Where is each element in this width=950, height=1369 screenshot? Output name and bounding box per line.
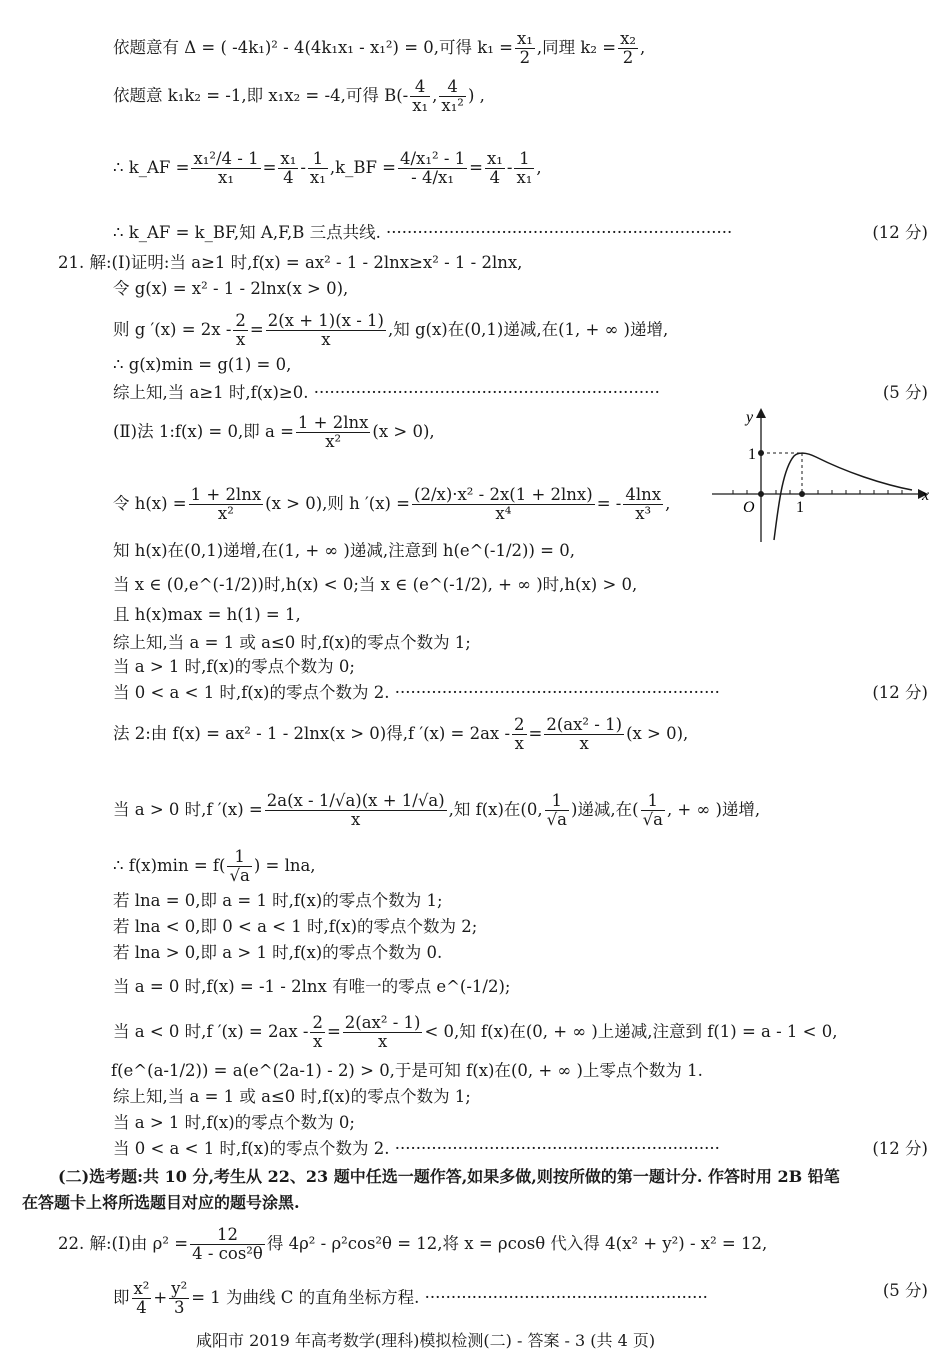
q21-line: 若 lna > 0,即 a > 1 时,f(x)的零点个数为 0. xyxy=(113,943,443,962)
q21-line: 综上知,当 a = 1 或 a≤0 时,f(x)的零点个数为 1; xyxy=(113,633,471,652)
page-footer: 咸阳市 2019 年高考数学(理科)模拟检测(二) - 答案 - 3 (共 4 页) xyxy=(196,1331,656,1350)
fraction: $\frac{2}{x}$ xyxy=(235,311,246,349)
origin-point xyxy=(758,491,764,497)
function-graph xyxy=(706,400,938,544)
q21-line: 当 0 < a < 1 时,f(x)的零点个数为 2. ······························································ xyxy=(113,1139,720,1158)
y-label: y xyxy=(746,409,754,426)
q22-line: 即 $\frac{\text{x²}}{4}$ + $\frac{\text{y²}}{3}$ = 1 为曲线 C 的直角坐标方程. ······················································ xyxy=(113,1279,708,1317)
line-slopes: ∴ k_AF = $\frac{\text{x₁²/4 - 1}}{\text{x₁}}$ = $\frac{\text{x₁}}{4}$ - $\frac{1}{\text{x₁}}$ ,k_BF = $\frac{\text{4/x₁² - 1}}{\text{- 4/x₁}}$ = $\frac{\text{x₁}}{4}$ - $\frac{1}{\text{x₁}}$ , xyxy=(113,149,542,187)
score: (12 分) xyxy=(872,1139,928,1158)
line-collinear: ∴ k_AF = k_BF,知 A,F,B 三点共线. ·································································· xyxy=(113,223,733,242)
q21-line: 当 x ∈ (0,e^(-1/2))时,h(x) < 0;当 x ∈ (e^(-1/2), + ∞ )时,h(x) > 0, xyxy=(113,575,638,594)
fraction: $\frac{\text{x₁}}{4}$ xyxy=(486,149,503,187)
q21-line: 且 h(x)max = h(1) = 1, xyxy=(113,605,301,624)
q21-line: 当 a = 0 时,f(x) = -1 - 2lnx 有唯一的零点 e^(-1/2); xyxy=(113,977,511,996)
q21-line: 当 a > 1 时,f(x)的零点个数为 0; xyxy=(113,657,355,676)
fraction: $\frac{2a(x - 1/√a)(x + 1/√a)}{x}$ xyxy=(266,791,445,829)
q21-line: 令 h(x) = $\frac{1 + 2\ln x}{\text{x²}}$ (x > 0),则 h ′(x) = $\frac{\text{(2/x)·x² - 2x(1 + 2lnx)}}{\text{x⁴}}$ = - $\frac{4\ln x}{\text{x³}}$ , xyxy=(113,485,671,523)
x-label: x xyxy=(922,487,930,504)
q21-method2: 法 2:由 f(x) = ax² - 1 - 2lnx(x > 0)得,f ′(x) = 2ax - $\frac{2}{x}$ = $\frac{\text{2(ax² - 1)}}{x}$ (x > 0), xyxy=(113,715,689,753)
section-heading-cont: 在答题卡上将所选题目对应的题号涂黑. xyxy=(22,1193,300,1212)
fraction: $\frac{\text{x₂}}{2}$ xyxy=(620,29,636,67)
q21-line: 知 h(x)在(0,1)递增,在(1, + ∞ )递减,注意到 h(e^(-1/2)) = 0, xyxy=(113,541,575,560)
fraction: $\frac{1}{\text{x₁}}$ xyxy=(309,149,326,187)
q21-line: 若 lna < 0,即 0 < a < 1 时,f(x)的零点个数为 2; xyxy=(113,917,478,936)
q21-line: 当 0 < a < 1 时,f(x)的零点个数为 2. ······························································ xyxy=(113,683,720,702)
curve-h xyxy=(774,453,912,540)
fraction: $\frac{\text{x₁}}{2}$ xyxy=(516,29,533,67)
fraction: $\frac{\text{2(ax² - 1)}}{x}$ xyxy=(546,715,623,753)
score: (5 分) xyxy=(882,383,928,402)
q21-line: 令 g(x) = x² - 1 - 2lnx(x > 0), xyxy=(113,279,349,298)
q21-line: 若 lna = 0,即 a = 1 时,f(x)的零点个数为 1; xyxy=(113,891,443,910)
q22-heading: 22. 解:(Ⅰ)由 ρ² = $\frac{12}{\text{4 - cos²θ}}$ 得 4ρ² - ρ²cos²θ = 12,将 x = ρcosθ 代入得 4(x² + y²) - x² = 12, xyxy=(58,1225,768,1263)
fraction: $\frac{1 + 2\ln x}{\text{x²}}$ xyxy=(297,413,369,451)
fraction: $\frac{1 + 2\ln x}{\text{x²}}$ xyxy=(190,485,262,523)
fraction: $\frac{\text{y²}}{3}$ xyxy=(171,1279,188,1317)
fraction: $\frac{2}{x}$ xyxy=(312,1013,323,1051)
q21-line: f(e^(a-1/2)) = a(e^(2a-1) - 2) > 0,于是可知 f(x)在(0, + ∞ )上零点个数为 1. xyxy=(111,1061,703,1080)
y-one-point xyxy=(758,450,764,456)
fraction: $\frac{4}{\text{x₁}}$ xyxy=(412,77,429,115)
tick-y-label: 1 xyxy=(748,446,756,463)
line-point-b: 依题意 k₁k₂ = -1,即 x₁x₂ = -4,可得 B(- $\frac{4}{\text{x₁}}$ , $\frac{4}{\text{x₁²}}$ ) , xyxy=(113,77,485,115)
fraction: $\frac{\text{x²}}{4}$ xyxy=(133,1279,150,1317)
fraction: $\frac{\text{x₁}}{4}$ xyxy=(280,149,297,187)
fraction: $\frac{4}{\text{x₁²}}$ xyxy=(441,77,464,115)
q21-method1: (Ⅱ)法 1:f(x) = 0,即 a = $\frac{1 + 2\ln x}{\text{x²}}$ (x > 0), xyxy=(113,413,435,451)
score: (5 分) xyxy=(882,1281,928,1300)
tick-x-label: 1 xyxy=(796,499,804,516)
fraction: $\frac{4\ln x}{\text{x³}}$ xyxy=(625,485,662,523)
fraction: $\frac{\text{x₁²/4 - 1}}{\text{x₁}}$ xyxy=(193,149,259,187)
fraction: $\frac{\text{2(ax² - 1)}}{x}$ xyxy=(344,1013,421,1051)
q21-line: 综上知,当 a≥1 时,f(x)≥0. ·································································· xyxy=(113,383,660,402)
q21-line: 当 a > 1 时,f(x)的零点个数为 0; xyxy=(113,1113,355,1132)
q21-heading: 21. 解:(Ⅰ)证明:当 a≥1 时,f(x) = ax² - 1 - 2lnx≥x² - 1 - 2lnx, xyxy=(58,253,523,272)
score: (12 分) xyxy=(872,683,928,702)
fraction: $\frac{1}{√a}$ xyxy=(642,791,663,829)
section-heading: (二)选考题:共 10 分,考生从 22、23 题中任选一题作答,如果多做,则按所做的第一题计分. 作答时用 2B 铅笔 xyxy=(58,1167,840,1186)
q21-line: ∴ g(x)min = g(1) = 0, xyxy=(113,355,292,374)
fraction: $\frac{\text{(2/x)·x² - 2x(1 + 2lnx)}}{\text{x⁴}}$ xyxy=(414,485,593,523)
x-one-point xyxy=(799,491,805,497)
origin-label: O xyxy=(743,499,755,516)
fraction: $\frac{1}{√a}$ xyxy=(229,847,250,885)
fraction: $\frac{12}{\text{4 - cos²θ}}$ xyxy=(192,1225,263,1263)
fraction: $\frac{1}{√a}$ xyxy=(546,791,567,829)
q21-line: 当 a < 0 时,f ′(x) = 2ax - $\frac{2}{x}$ = $\frac{\text{2(ax² - 1)}}{x}$ < 0,知 f(x)在(0, + ∞ )上递减,注意到 f(1) = a - 1 < 0, xyxy=(113,1013,838,1051)
q21-line: ∴ f(x)min = f( $\frac{1}{√a}$ ) = lna, xyxy=(113,847,316,885)
fraction: $\frac{1}{\text{x₁}}$ xyxy=(516,149,533,187)
q21-line: 当 a > 0 时,f ′(x) = $\frac{2a(x - 1/√a)(x + 1/√a)}{x}$ ,知 f(x)在(0, $\frac{1}{√a}$ )递减,在( $\frac{1}{√a}$ , + ∞ )递增, xyxy=(113,791,761,829)
y-axis-arrow xyxy=(756,408,766,418)
fraction: $\frac{2(x + 1)(x - 1)}{x}$ xyxy=(267,311,384,349)
fraction: $\frac{2}{x}$ xyxy=(514,715,525,753)
q21-line: 则 g ′(x) = 2x - $\frac{2}{x}$ = $\frac{2(x + 1)(x - 1)}{x}$ ,知 g(x)在(0,1)递减,在(1, + ∞ )递增, xyxy=(113,311,669,349)
fraction: $\frac{\text{4/x₁² - 1}}{\text{- 4/x₁}}$ xyxy=(399,149,466,187)
score: (12 分) xyxy=(872,223,928,242)
q21-line: 综上知,当 a = 1 或 a≤0 时,f(x)的零点个数为 1; xyxy=(113,1087,471,1106)
line-discriminant: 依题意有 Δ = ( -4k₁)² - 4(4k₁x₁ - x₁²) = 0,可得 k₁ = $\frac{\text{x₁}}{2}$ ,同理 k₂ = $\frac{\text{x₂}}{2}$ , xyxy=(113,29,646,67)
